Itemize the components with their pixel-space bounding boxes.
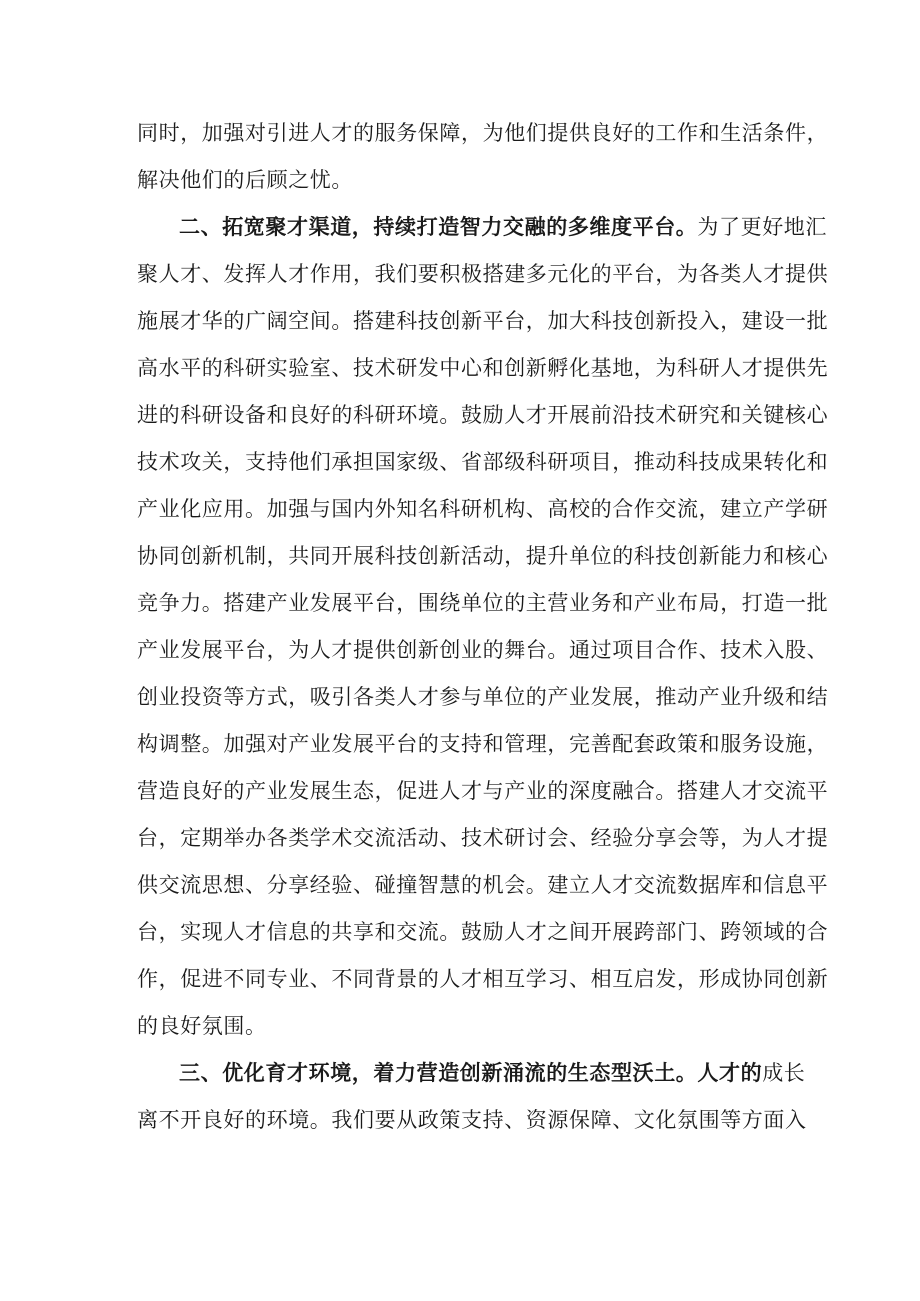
section-heading-3: 三、优化育才环境，着力营造创新涌流的生态型沃土。人才的: [179, 1060, 763, 1085]
paragraph-2-line-12: 构调整。加强对产业发展平台的支持和管理，完善配套政策和服务设施，: [137, 732, 829, 756]
paragraph-2-line-13: 营造良好的产业发展生态，促进人才与产业的深度融合。搭建人才交流平: [137, 779, 829, 803]
paragraph-2-line-14: 台，定期举办各类学术交流活动、技术研讨会、经验分享会等，为人才提: [137, 826, 829, 850]
paragraph-2-line-15: 供交流思想、分享经验、碰撞智慧的机会。建立人才交流数据库和信息平: [137, 873, 829, 897]
paragraph-2-line-16: 台，实现人才信息的共享和交流。鼓励人才之间开展跨部门、跨领域的合: [137, 920, 829, 944]
paragraph-2-line-7: 产业化应用。加强与国内外知名科研机构、高校的合作交流，建立产学研: [137, 497, 829, 521]
paragraph-1-line-1: 同时，加强对引进人才的服务保障，为他们提供良好的工作和生活条件，: [137, 121, 829, 145]
paragraph-3-line-1: [179, 1053, 806, 1093]
paragraph-1-line-2: 解决他们的后顾之忧。: [137, 168, 353, 192]
paragraph-2-line-6: 技术攻关，支持他们承担国家级、省部级科研项目，推动科技成果转化和: [137, 450, 829, 474]
paragraph-2-lead-text: 为了更好地汇: [697, 215, 828, 239]
paragraph-2-line-3: 施展才华的广阔空间。搭建科技创新平台，加大科技创新投入，建设一批: [137, 309, 829, 333]
paragraph-2-line-2: 聚人才、发挥人才作用，我们要积极搭建多元化的平台，为各类人才提供: [137, 262, 829, 286]
paragraph-2-line-18: 的良好氛围。: [137, 1014, 267, 1038]
paragraph-2-line-9: 竞争力。搭建产业发展平台，围绕单位的主营业务和产业布局，打造一批: [137, 591, 829, 615]
paragraph-2-line-1: [179, 207, 828, 247]
paragraph-3-lead-text: 成长: [762, 1061, 806, 1085]
paragraph-2-line-8: 协同创新机制，共同开展科技创新活动，提升单位的科技创新能力和核心: [137, 544, 829, 568]
paragraph-2-line-11: 创业投资等方式，吸引各类人才参与单位的产业发展，推动产业升级和结: [137, 685, 829, 709]
paragraph-2-line-10: 产业发展平台，为人才提供创新创业的舞台。通过项目合作、技术入股、: [137, 638, 829, 662]
paragraph-2-line-5: 进的科研设备和良好的科研环境。鼓励人才开展前沿技术研究和关键核心: [137, 403, 829, 427]
paragraph-3-line-2: 离不开良好的环境。我们要从政策支持、资源保障、文化氛围等方面入: [137, 1108, 807, 1132]
paragraph-2-line-4: 高水平的科研实验室、技术研发中心和创新孵化基地，为科研人才提供先: [137, 356, 829, 380]
section-heading-2: 二、拓宽聚才渠道，持续打造智力交融的多维度平台。: [179, 214, 698, 239]
paragraph-2-line-17: 作，促进不同专业、不同背景的人才相互学习、相互启发，形成协同创新: [137, 967, 829, 991]
